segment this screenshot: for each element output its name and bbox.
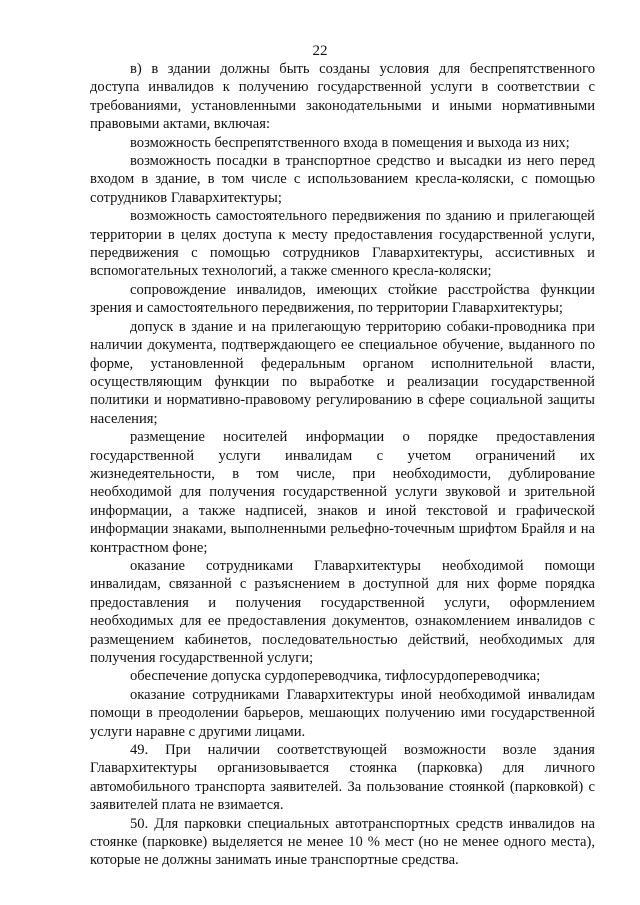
paragraph-clause-50: 50. Для парковки специальных автотранспортных средств инвалидов на стоянке (парковке) выделяется не менее 10 % мест (но не менее одного места), которые не должны занимать иные транспортные средства. <box>90 815 595 869</box>
page-number: 22 <box>312 43 328 59</box>
paragraph-sign-interpreter: обеспечение допуска сурдопереводчика, тифлосурдопереводчика; <box>130 668 541 685</box>
paragraph-escort: сопровождение инвалидов, имеющих стойкие расстройства функции зрения и самостоятельного передвижения, по территории Главархитектуры; <box>90 281 595 317</box>
paragraph-item-v: в) в здании должны быть созданы условия для беспрепятственного доступа инвалидов к получению государственной услуги в соответствии с требованиями, установленными законодательными и иными нормативными правовыми актами, включая: <box>90 61 595 133</box>
paragraph-guide-dog: допуск в здание и на прилегающую территорию собаки-проводника при наличии документа, подтверждающего ее специальное обучение, выданного по форме, установленной федеральным органом исполнительной власти, осуществляющим функции по выработке и реализации государственной политики и нормативно-правовому регулированию в сфере социальной защиты населения; <box>90 318 595 427</box>
paragraph-independent-movement: возможность самостоятельного передвижения по зданию и прилегающей территории в целях доступа к месту предоставления государственной услуги, передвижения с помощью сотрудников Главархитектуры, ассистивных и вспомогательных технологий, а также сменного кресла-коляски; <box>90 208 595 280</box>
paragraph-barrier-free-entry: возможность беспрепятственного входа в помещения и выхода из них; <box>130 134 570 151</box>
paragraph-clause-49: 49. При наличии соответствующей возможности возле здания Главархитектуры организовывается стоянка (парковка) для личного автомобильного транспорта заявителей. За пользование стоянкой (парковкой) с заявителей плата не взимается. <box>90 742 595 814</box>
paragraph-other-assistance: оказание сотрудниками Главархитектуры иной необходимой инвалидам помощи в преодолении барьеров, мешающих получению ими государственной услуги наравне с другими лицами. <box>90 686 595 740</box>
document-body <box>90 60 595 870</box>
paragraph-boarding-vehicle: возможность посадки в транспортное средство и высадки из него перед входом в здание, в том числе с использованием кресла-коляски, с помощью сотрудников Главархитектуры; <box>90 153 595 206</box>
paragraph-information-carriers: размещение носителей информации о порядке предоставления государственной услуги инвалидам с учетом ограничений их жизнедеятельности, в том числе, при необходимости, дублирование необходимой для получения государственной услуги звуковой и зрительной информации, а также надписей, знаков и иной текстовой и графической информации знаками, выполненными рельефно-точечным шрифтом Брайля и на контрастном фоне; <box>90 429 595 556</box>
paragraph-staff-assistance: оказание сотрудниками Главархитектуры необходимой помощи инвалидам, связанной с разъяснением в доступной для них форме порядка предоставления и получения государственной услуги, оформлением необходимых для ее предоставления документов, ознакомлением инвалидов с размещением кабинетов, последовательностью действий, необходимых для получения государственной услуги; <box>90 557 595 666</box>
